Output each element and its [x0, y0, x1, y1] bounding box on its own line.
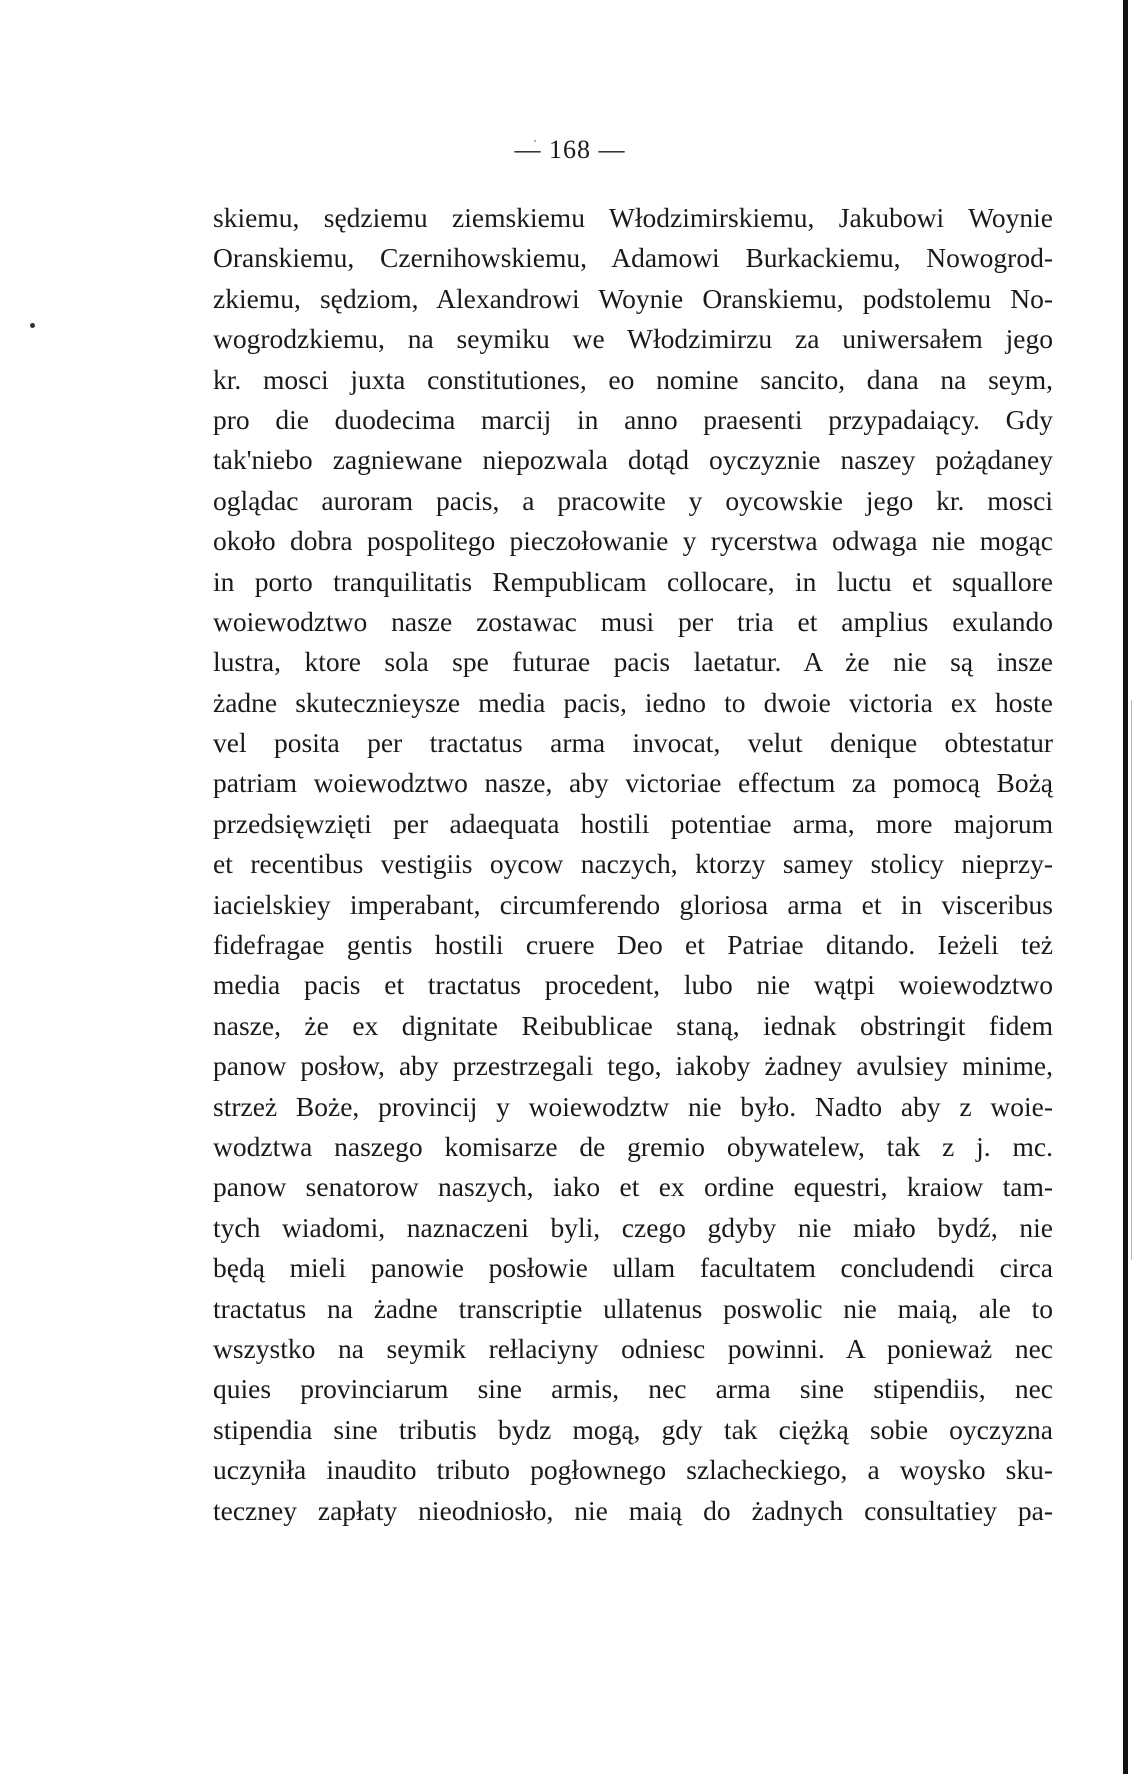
text-line: Oranskiemu, Czernihowskiemu, Adamowi Burkackiemu, Nowogrod- [213, 242, 1053, 274]
text-line: media pacis et tractatus procedent, lubo nie wątpi woiewodztwo [213, 969, 1053, 1001]
text-line: lustra, ktore sola spe futurae pacis laetatur. A że nie są insze [213, 646, 1053, 678]
text-line: nasze, że ex dignitate Reibublicae staną, iednak obstringit fidem [213, 1009, 1053, 1041]
ink-speck [30, 323, 35, 328]
text-line: stipendia sine tributis bydz mogą, gdy tak ciężką sobie oyczyzna [213, 1413, 1053, 1445]
text-line: zkiemu, sędziom, Alexandrowi Woynie Oranskiemu, podstolemu No- [213, 282, 1053, 314]
text-line: woiewodztwo nasze zostawac musi per tria et amplius exulando [213, 605, 1053, 637]
text-line: quies provinciarum sine armis, nec arma sine stipendiis, nec [213, 1373, 1053, 1405]
text-line: kr. mosci juxta constitutiones, eo nomine sancito, dana na seym, [213, 363, 1053, 395]
text-line: panow senatorow naszych, iako et ex ordine equestri, kraiow tam- [213, 1171, 1053, 1203]
text-line: około dobra pospolitego pieczołowanie y rycerstwa odwaga nie mogąc [213, 525, 1053, 557]
text-line: tych wiadomi, naznaczeni byli, czego gdyby nie miało bydź, nie [213, 1211, 1053, 1243]
text-line: vel posita per tractatus arma invocat, velut denique obtestatur [213, 727, 1053, 759]
text-line: wszystko na seymik rełlaciyny odniesc powinni. A ponieważ nec [213, 1332, 1053, 1364]
text-line: pro die duodecima marcij in anno praesenti przypadaiący. Gdy [213, 403, 1053, 435]
page-edge-line [1131, 700, 1132, 1260]
body-text [213, 198, 1053, 1531]
text-line: panow posłow, aby przestrzegali tego, iakoby żadney avulsiey minime, [213, 1050, 1053, 1082]
text-line: tak'niebo zagniewane niepozwala dotąd oyczyznie naszey pożądaney [213, 444, 1053, 476]
page-number: — 168 — [514, 135, 626, 164]
text-line: patriam woiewodztwo nasze, aby victoriae effectum za pomocą Bożą [213, 767, 1053, 799]
text-line: wodztwa naszego komisarze de gremio obywatelew, tak z j. mc. [213, 1130, 1053, 1162]
text-line: teczney zapłaty nieodniosło, nie maią do żadnych consultatiey pa- [213, 1494, 1053, 1526]
text-line: tractatus na żadne transcriptie ullatenus poswolic nie maią, ale to [213, 1292, 1053, 1324]
text-line: będą mieli panowie posłowie ullam facultatem concludendi circa [213, 1252, 1053, 1284]
text-line: uczyniła inaudito tributo pogłownego szlacheckiego, a woysko sku- [213, 1454, 1053, 1486]
page-edge-shadow [1123, 0, 1128, 1774]
text-line: strzeż Boże, provincij y woiewodztw nie było. Nadto aby z woie- [213, 1090, 1053, 1122]
text-line: skiemu, sędziemu ziemskiemu Włodzimirskiemu, Jakubowi Woynie [213, 202, 1053, 233]
text-line: in porto tranquilitatis Rempublicam collocare, in luctu et squallore [213, 565, 1053, 597]
text-line: oglądac auroram pacis, a pracowite y oycowskie jego kr. mosci [213, 484, 1053, 516]
text-line: fidefragae gentis hostili cruere Deo et Patriae ditando. Ieżeli też [213, 929, 1053, 961]
text-line: żadne skutecznieysze media pacis, iedno to dwoie victoria ex hoste [213, 686, 1053, 718]
text-line: iacielskiey imperabant, circumferendo gloriosa arma et in visceribus [213, 888, 1053, 920]
text-line: wogrodzkiemu, na seymiku we Włodzimirzu za uniwersałem jego [213, 323, 1053, 355]
text-line: przedsięwzięti per adaequata hostili potentiae arma, more majorum [213, 807, 1053, 839]
text-line: et recentibus vestigiis oycow naczych, ktorzy samey stolicy nieprzy- [213, 848, 1053, 880]
